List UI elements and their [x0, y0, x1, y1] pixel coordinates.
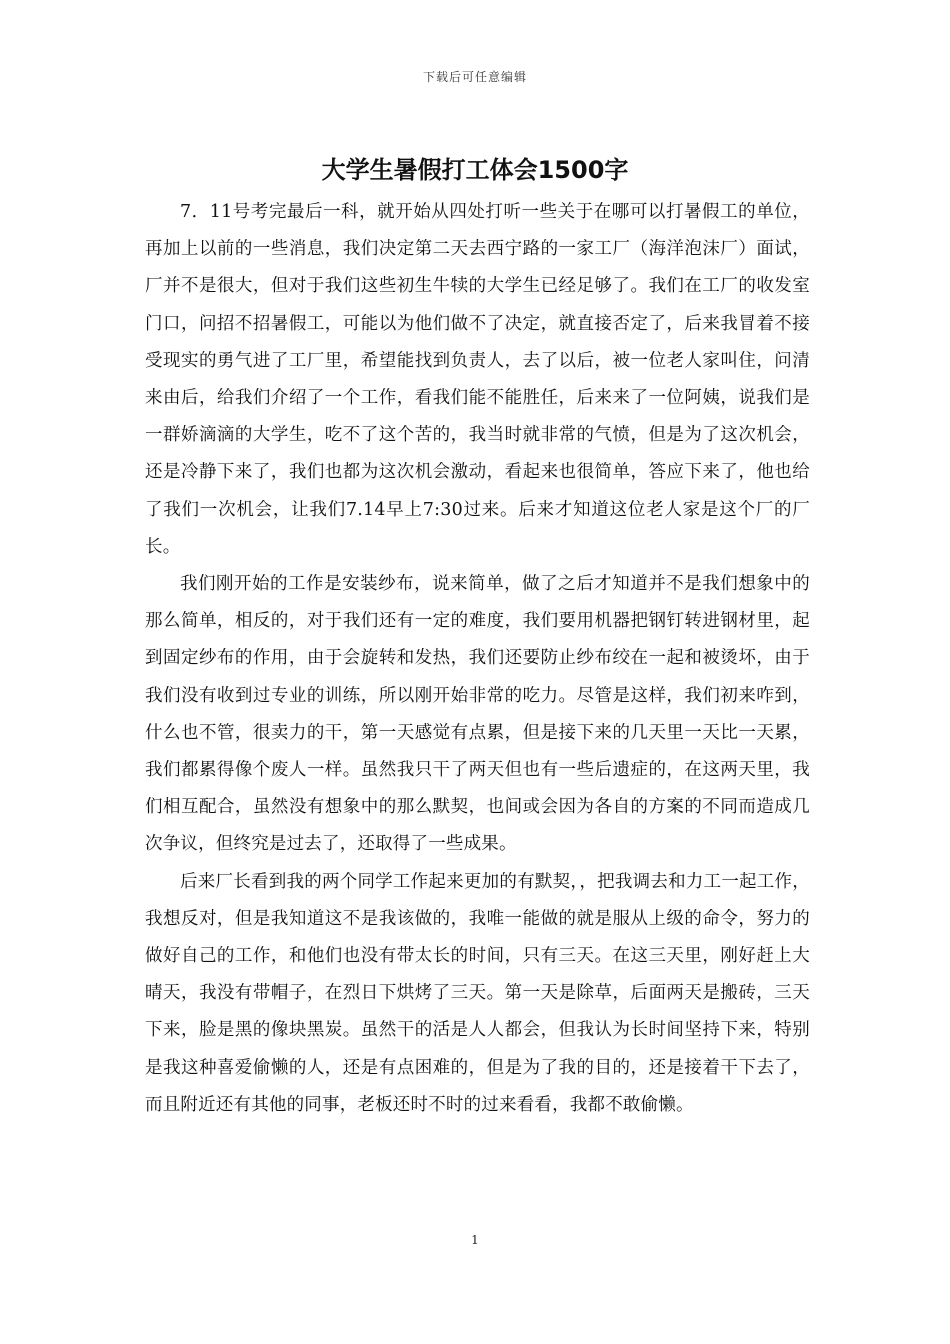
page-number: 1: [471, 1233, 479, 1247]
paragraph-2: 我们刚开始的工作是安装纱布，说来简单，做了之后才知道并不是我们想象中的那么简单，相反的，对于我们还有一定的难度，我们要用机器把钢钉转进钢材里，起到固定纱布的作用，由于会旋转和发热，我们还要防止纱布绞在一起和被烫坏，由于我们没有收到过专业的训练，所以刚开始非常的吃力。尽管是这样，我们初来咋到，什么也不管，很卖力的干，第一天感觉有点累，但是接下来的几天里一天比一天累，我们都累得像个废人一样。虽然我只干了两天但也有一些后遗症的，在这两天里，我们相互配合，虽然没有想象中的那么默契，也间或会因为各自的方案的不同而造成几次争议，但终究是过去了，还取得了一些成果。: [145, 574, 810, 855]
paragraph-3: 后来厂长看到我的两个同学工作起来更加的有默契，，把我调去和力工一起工作，我想反对，但是我知道这不是我该做的，我唯一能做的就是服从上级的命令，努力的做好自己的工作，和他们也没有带太长的时间，只有三天。在这三天里，刚好赶上大晴天，我没有带帽子，在烈日下烘烤了三天。第一天是除草，后面两天是搬砖，三天下来，脸是黑的像块黑炭。虽然干的活是人人都会，但我认为长时间坚持下来，特别是我这种喜爱偷懒的人，还是有点困难的，但是为了我的目的，还是接着干下去了，而且附近还有其他的同事，老板还时不时的过来看看，我都不敢偷懒。: [145, 871, 810, 1115]
document-body: [145, 194, 810, 1124]
header-note: 下载后可任意编辑: [422, 70, 527, 84]
paragraph-1: 7．11号考完最后一科，就开始从四处打听一些关于在哪可以打暑假工的单位，再加上以前的一些消息，我们决定第二天去西宁路的一家工厂（海洋泡沫厂）面试，厂并不是很大，但对于我们这些初生牛犊的大学生已经足够了。我们在工厂的收发室门口，问招不招暑假工，可能以为他们做不了决定，就直接否定了，后来我冒着不接受现实的勇气进了工厂里，希望能找到负责人，去了以后，被一位老人家叫住，问清来由后，给我们介绍了一个工作，看我们能不能胜任，后来来了一位阿姨，说我们是一群娇滴滴的大学生，吃不了这个苦的，我当时就非常的气愤，但是为了这次机会，还是冷静下来了，我们也都为这次机会激动，看起来也很简单，答应下来了，他也给了我们一次机会，让我们7.14早上7:30过来。后来才知道这位老人家是这个厂的厂长。: [145, 202, 810, 557]
document-title: 大学生暑假打工体会1500字: [321, 156, 629, 184]
